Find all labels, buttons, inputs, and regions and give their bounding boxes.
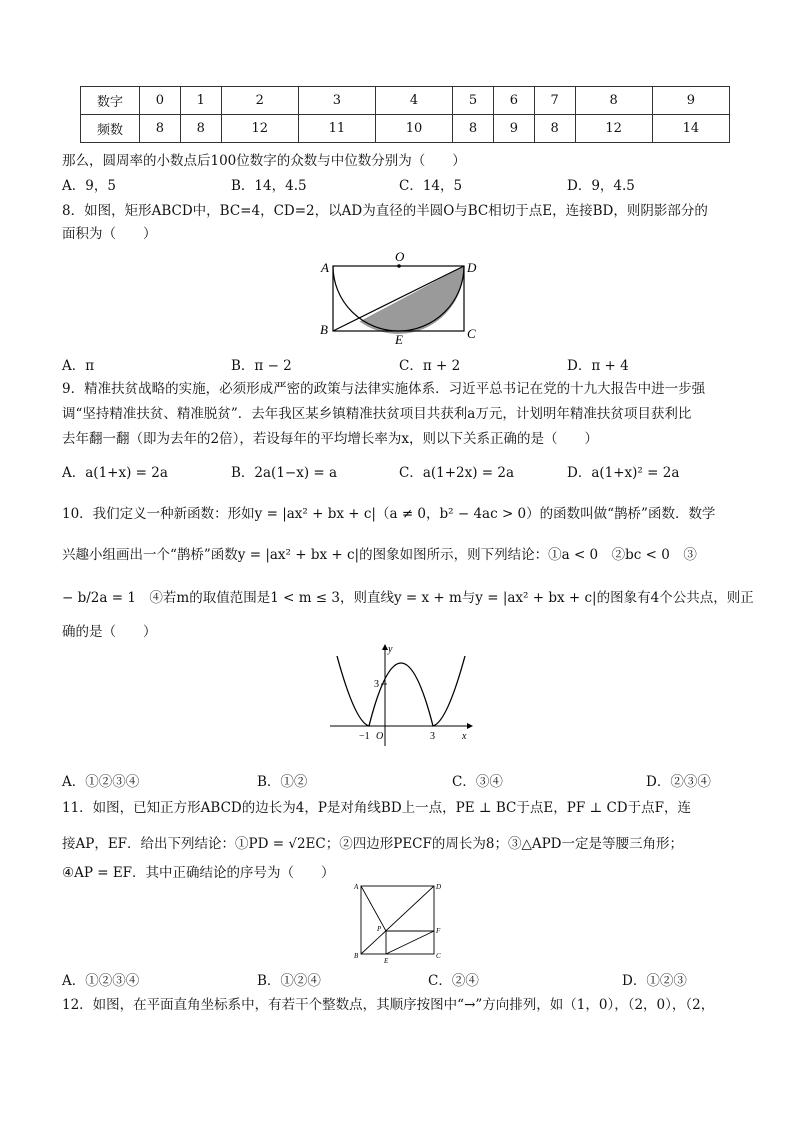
q10-text-line3: − b/2a = 1 ④若m的取值范围是1 < m ≤ 3，则直线y = x + m与y = |ax² + bx + c|的图象有4个公共点，则正 (62, 590, 754, 606)
label-a: A (321, 260, 329, 275)
q11-text-line3: ④AP = EF．其中正确结论的序号为（ ） (62, 865, 335, 881)
label-neg-1: −1 (359, 731, 370, 742)
q7-option-b[interactable]: B．14，4.5 (231, 178, 307, 194)
q11-text-line1: 11．如图，已知正方形ABCD的边长为4，P是对角线BD上一点，PE ⊥ BC于点E，PF ⊥ CD于点F，连 (62, 800, 691, 816)
q8-text-line1: 8．如图，矩形ABCD中，BC=4，CD=2，以AD为直径的半圆O与BC相切于点E，连接BD，则阴影部分的 (62, 203, 708, 219)
table-cell: 1 (180, 87, 221, 115)
q10-figure (325, 642, 475, 748)
q9-text-line2: 调“坚持精准扶贫、精准脱贫”．去年我区某乡镇精准扶贫项目共获利a万元，计划明年精准扶贫项目获利比 (62, 406, 692, 422)
segment-ef (386, 931, 434, 954)
table-cell: 8 (575, 87, 652, 115)
q11-figure (350, 880, 450, 966)
label-e: E (395, 332, 403, 347)
table-cell: 12 (575, 115, 652, 143)
function-curve (337, 656, 465, 726)
q11-text-line2: 接AP，EF．给出下列结论：①PD = √2EC；②四边形PECF的周长为8；③△APD一定是等腰三角形； (62, 836, 683, 852)
q11-option-c[interactable]: C．②④ (428, 973, 479, 989)
q11-option-d[interactable]: D．①②③ (622, 973, 687, 989)
q10-option-c[interactable]: C．③④ (452, 774, 503, 790)
frequency-table (80, 86, 730, 143)
q8-option-c[interactable]: C．π + 2 (399, 358, 461, 374)
q7-option-c[interactable]: C．14，5 (399, 178, 463, 194)
q7-text: 那么，圆周率的小数点后100位数字的众数与中位数分别为（ ） (62, 153, 466, 169)
q9-text-line1: 9．精准扶贫战略的实施，必须形成严密的政策与法律实施体系．习近平总书记在党的十九大报告中进一步强 (62, 381, 706, 397)
label-y: y (388, 644, 393, 655)
label-b: B (354, 952, 359, 960)
table-row (81, 87, 730, 115)
q8-option-a[interactable]: A．π (62, 358, 95, 374)
q8-text-line2: 面积为（ ） (62, 226, 157, 242)
table-cell: 8 (180, 115, 221, 143)
q11-option-b[interactable]: B．①②④ (257, 973, 321, 989)
table-cell: 9 (652, 87, 729, 115)
table-cell: 11 (298, 115, 375, 143)
table-cell: 7 (534, 87, 575, 115)
q10-text-line4: 确的是（ ） (62, 624, 157, 640)
q8-option-d[interactable]: D．π + 4 (567, 358, 629, 374)
q8-figure (315, 248, 485, 348)
table-cell: 8 (534, 115, 575, 143)
q9-text-line3: 去年翻一翻（即为去年的2倍），若设每年的平均增长率为x，则以下关系正确的是（ ） (62, 431, 598, 447)
table-cell: 0 (140, 87, 181, 115)
q10-option-a[interactable]: A．①②③④ (62, 774, 140, 790)
q9-option-a[interactable]: A．a(1+x) = 2a (62, 465, 168, 481)
q10-option-d[interactable]: D．②③④ (646, 774, 711, 790)
label-d: D (467, 260, 477, 275)
label-x-3: 3 (430, 731, 435, 742)
label-e: E (384, 957, 389, 965)
table-cell: 6 (493, 87, 534, 115)
q7-option-a[interactable]: A．9，5 (62, 178, 116, 194)
q11-option-a[interactable]: A．①②③④ (62, 973, 140, 989)
diagonal-bd (361, 886, 434, 954)
label-a: A (354, 883, 359, 891)
q10-text-line1: 10．我们定义一种新函数：形如y = |ax² + bx + c|（a ≠ 0，b² − 4ac > 0）的函数叫做“鹊桥”函数．数学 (62, 506, 716, 522)
table-cell: 9 (493, 115, 534, 143)
x-axis-arrow-icon (467, 723, 473, 729)
label-p: P (377, 925, 382, 933)
table-row-label: 频数 (81, 115, 140, 143)
table-cell: 4 (375, 87, 452, 115)
table-cell: 8 (140, 115, 181, 143)
label-y-3: 3 (374, 679, 379, 690)
q10-text-line2: 兴趣小组画出一个“鹊桥”函数y = |ax² + bx + c|的图象如图所示，则下列结论：①a < 0 ②bc < 0 ③ (62, 547, 697, 563)
q7-option-d[interactable]: D．9，4.5 (567, 178, 635, 194)
label-o: O (395, 249, 405, 264)
label-b: B (320, 322, 328, 337)
center-point-o (397, 264, 401, 268)
q9-option-c[interactable]: C．a(1+2x) = 2a (399, 465, 515, 481)
table-cell: 14 (652, 115, 729, 143)
table-row (81, 115, 730, 143)
label-f: F (436, 927, 441, 935)
table-cell: 8 (453, 115, 494, 143)
table-cell: 10 (375, 115, 452, 143)
shaded-region (360, 266, 465, 334)
segment-ap (361, 886, 386, 931)
q9-option-d[interactable]: D．a(1+x)² = 2a (567, 465, 680, 481)
table-cell: 3 (298, 87, 375, 115)
q10-option-b[interactable]: B．①② (257, 774, 308, 790)
table-cell: 12 (221, 115, 298, 143)
q9-option-b[interactable]: B．2a(1−x) = a (231, 465, 338, 481)
table-cell: 2 (221, 87, 298, 115)
label-origin: O (376, 731, 384, 742)
label-x: x (462, 731, 467, 742)
label-d: D (436, 883, 442, 891)
label-c: C (467, 326, 476, 341)
q8-option-b[interactable]: B．π − 2 (231, 358, 292, 374)
label-c: C (436, 952, 441, 960)
table-row-label: 数字 (81, 87, 140, 115)
table-cell: 5 (453, 87, 494, 115)
q12-text-line1: 12．如图，在平面直角坐标系中，有若干个整数点，其顺序按图中“→”方向排列，如（1，0），（2，0），（2， (62, 997, 715, 1013)
